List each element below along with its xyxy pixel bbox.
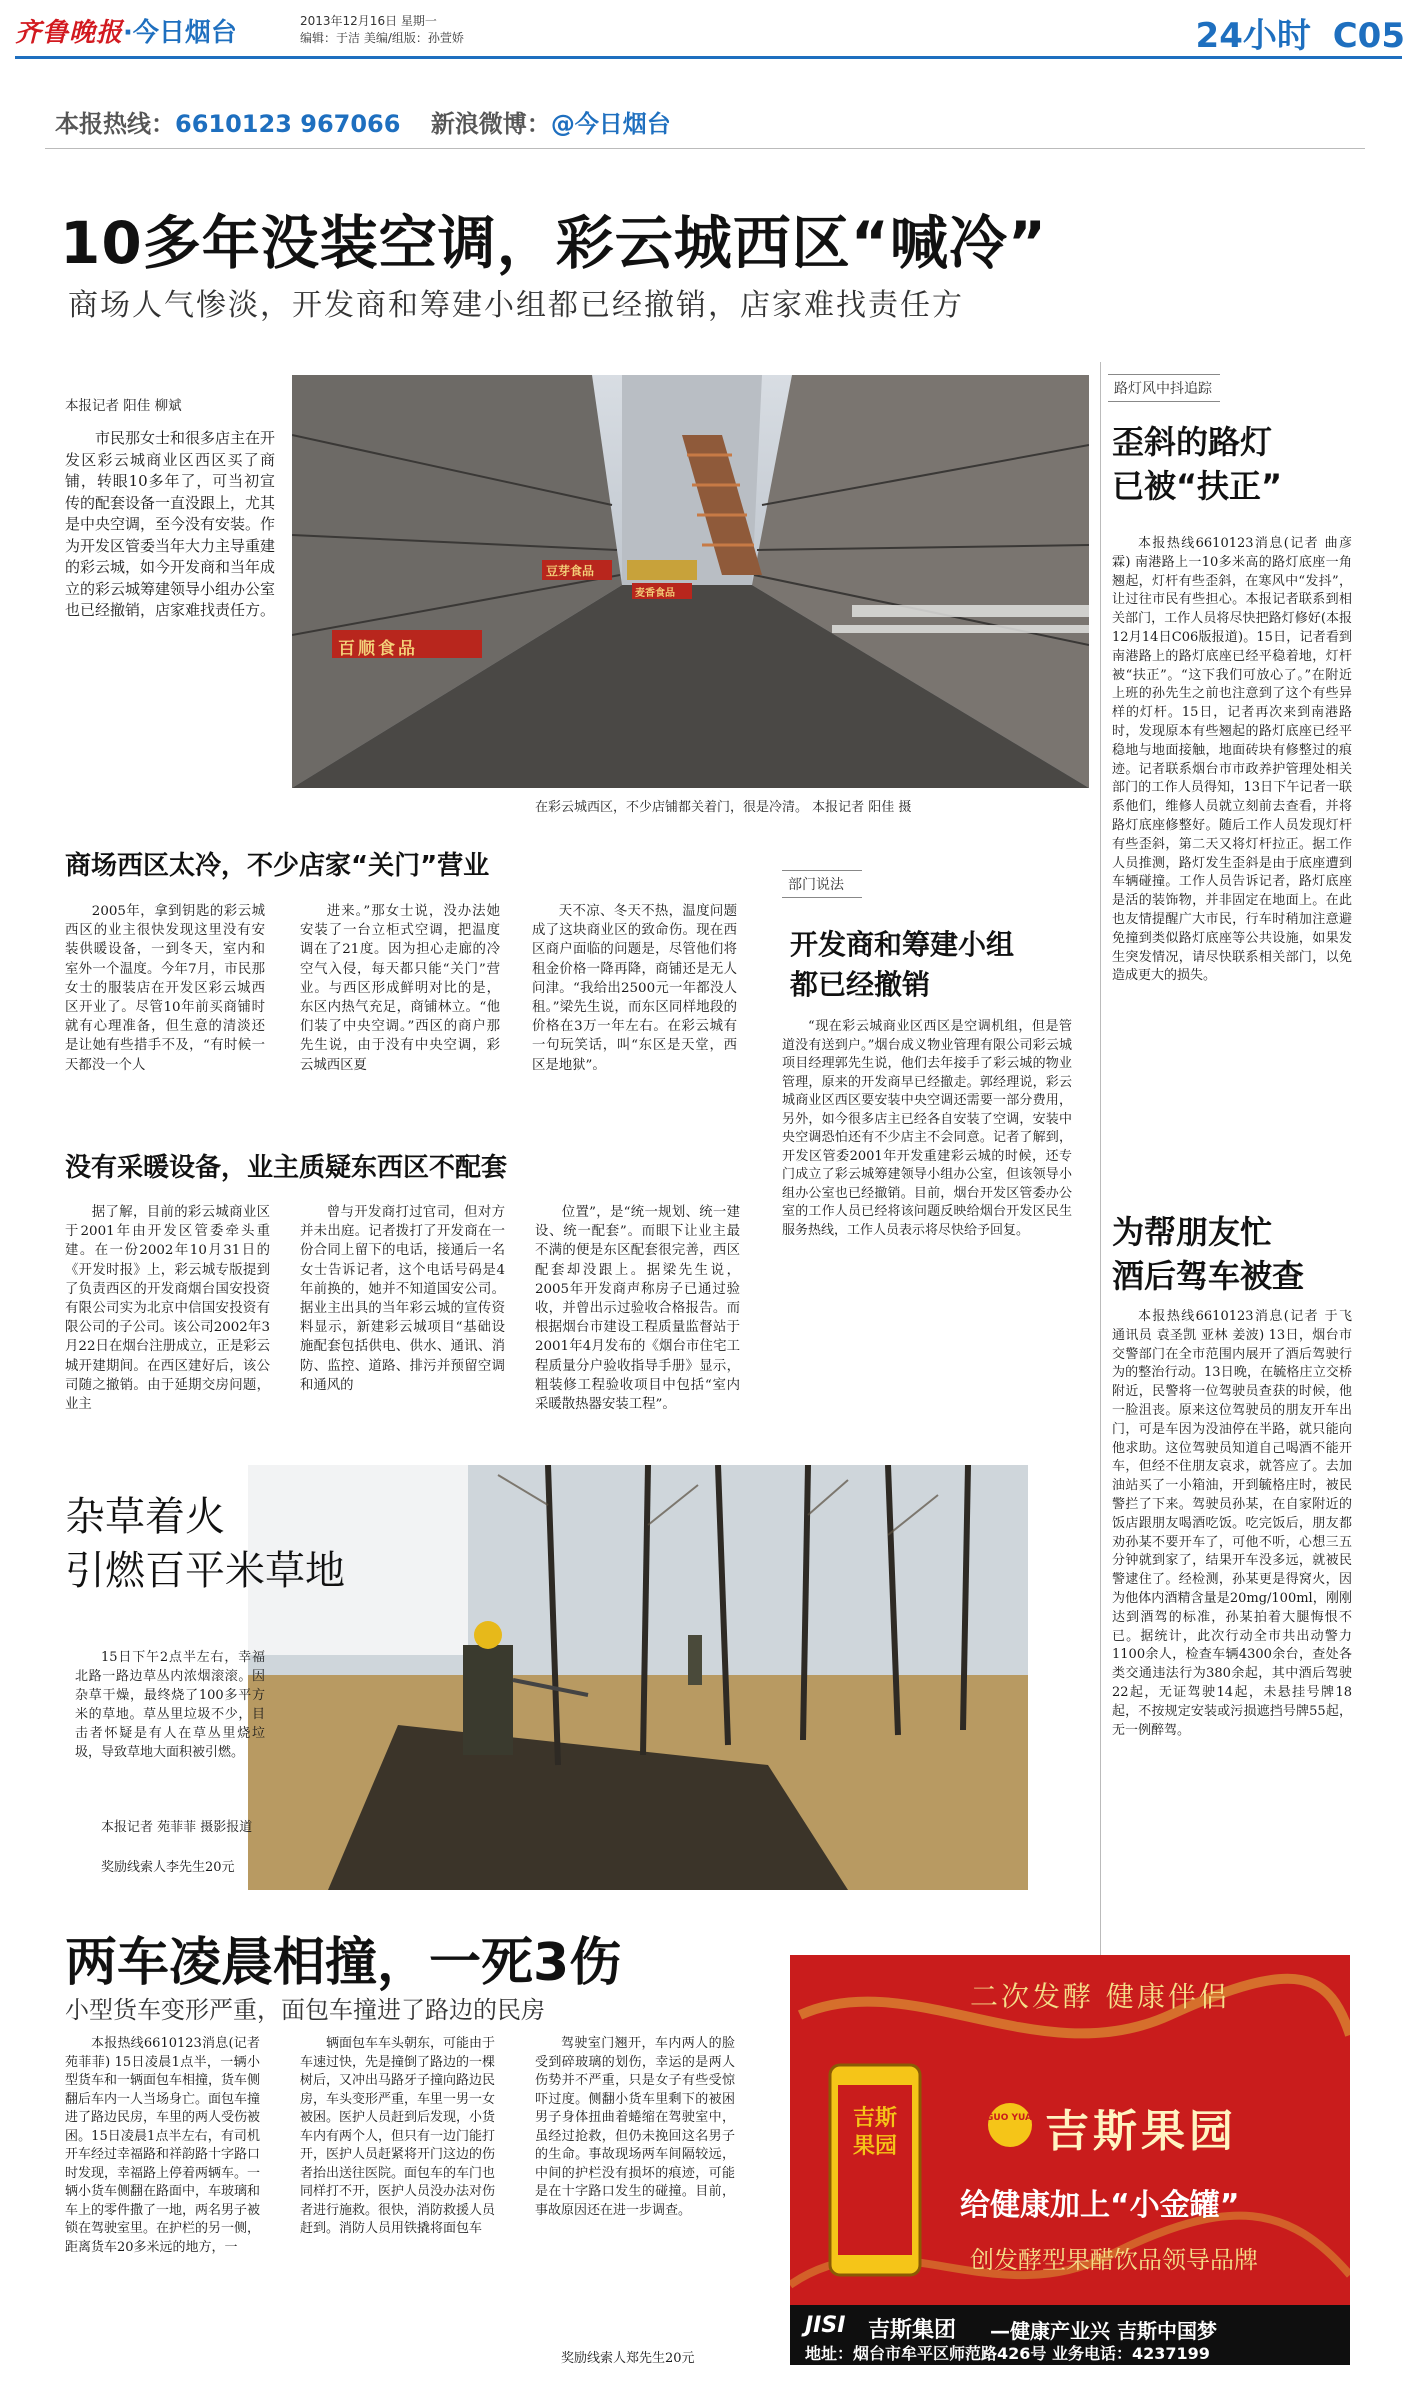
section1-col2: 进来。”那女士说，没办法她安装了一台立柜式空调，把温度调在了21度。因为担心走廊的冷空气入侵，每天都只能“关门”营业。与西区形成鲜明对比的是，东区内热气充足，商铺林立。“他们装了中央空调。”西区的商户那先生说，由于没有中央空调，彩云城西区夏 [300,904,500,1073]
dept-headline-line1: 开发商和筹建小组 [790,928,1015,961]
crash-reward: 奖励线索人郑先生20元 [561,2351,695,2366]
lead-subhead: 商场人气惨淡，开发商和筹建小组都已经撤销，店家难找责任方 [68,288,964,323]
dept-headline-line2: 都已经撤销 [790,968,931,1001]
hotline-rule [45,148,1365,149]
lead-headline: 10多年没装空调，彩云城西区“喊冷” [60,209,1047,277]
dept-body: “现在彩云城商业区西区是空调机组，但是管道没有送到户。”烟台成义物业管理有限公司彩云城项目经理郭先生说，他们去年接手了彩云城的物业管理，原来的开发商早已经撤走。郭经理说，彩云城商业区西区要安装中央空调还需要一部分费用，另外，如今很多店主已经各自安装了空调，安装中央空调恐怕还有不少店主不会同意。记者了解到，开发区管委2001年开发重建彩云城的时候，还专门成立了彩云城筹建领导小组办公室，但该领导小组办公室也已经撤销。目前，烟台开发区管委办公室的工作人员已经将该问题反映给烟台开发区民生服务热线，工作人员表示将尽快给予回复。 [782,1019,1072,1238]
ad-group-name: 吉斯集团 [868,2318,957,2343]
ad-brand: 吉斯果园 [1045,2106,1237,2157]
grass-fire-illustration [248,1465,1028,1890]
shop-sign-2: 豆芽食品 [546,564,595,578]
lamp-body: 本报热线6610123消息(记者 曲彦霖) 南港路上一10多米高的路灯底座一角翘起，灯杆有些歪斜，在寒风中“发抖”，让过往市民有些担心。本报记者联系到相关部门，工作人员将尽快把路灯修好(本报12月14日C06版报道)。15日，记者看到南港路上的路灯底座已经平稳着地，灯杆被“扶正”。“这下我们可放心了。”在附近上班的孙先生之前也注意到了这个有些异样的灯杆。15日，记者再次来到南港路时，发现原本有些翘起的路灯底座已经平稳地与地面接触，地面砖块有修整过的痕迹。记者联系烟台市市政养护管理处相关部门的工作人员得知，13日下午记者一联系他们，维修人员就立刻前去查看，并将路灯底座修整好。随后工作人员发现灯杆有些歪斜，第二天又将灯杆拉正。据工作人员推测，路灯发生歪斜是由于底座遭到车辆碰撞。工作人员告诉记者，路灯底座是活的装饰物，并非固定在地面上。在此也友情提醒广大市民，行车时稍加注意避免撞到类似路灯底座等公共设施，如果发生突发情况，请尽快联系相关部门，以免造成更大的损失。 [1112,536,1352,984]
ad-line3: 创发酵型果醋饮品领导品牌 [970,2246,1258,2274]
fire-headline-line1: 杂草着火 [65,1494,225,1540]
drunk-headline-line1: 为帮朋友忙 [1112,1213,1273,1251]
lamp-headline-line1: 歪斜的路灯 [1112,423,1273,461]
editor-line: 编辑：于洁 美编/组版：孙萱娇 [300,31,464,45]
fire-reward: 奖励线索人李先生20元 [101,1860,235,1875]
drunk-headline [1112,1210,1304,1298]
ad-address: 地址：烟台市牟平区师范路426号 业务电话：4237199 [805,2344,1210,2363]
hotline-label: 本报热线： [55,110,175,138]
ad-group-logo: JISI [805,2313,846,2338]
fire-body: 15日下午2点半左右，幸福北路一路边草丛内浓烟滚滚。因杂草干燥，最终烧了100多平方米的草地。草丛里垃圾不少，目击者怀疑是有人在草丛里烧垃圾，导致草地大面积被引燃。 [75,1650,265,1760]
ad-brand-pinyin: GUO YUAN [986,2113,1040,2123]
section1-title: 商场西区太冷，不少店家“关门”营业 [65,851,490,881]
advertisement[interactable] [790,1955,1350,2365]
crash-col1: 本报热线6610123消息(记者 苑菲菲) 15日凌晨1点半，一辆小型货车和一辆面包车相撞，货车侧翻后车内一人当场身亡。面包车撞进了路边民房，车里的两人受伤被困。15日凌晨1点半左右，有司机开车经过幸福路和祥韵路十字路口时发现，幸福路上停着两辆车。一辆小货车侧翻在路面中，车玻璃和车上的零件撒了一地，两名男子被锁在驾驶室里。在护栏的另一侧，距离货车20多米远的地方，一 [65,2036,260,2255]
ad-slogan: —健康产业兴 吉斯中国梦 [990,2319,1217,2343]
ad-can-label: 吉斯果园 [852,2106,897,2159]
page-section-label: 24小时 [1195,16,1311,56]
dept-headline [790,925,1014,1005]
section2-col1: 据了解，目前的彩云城商业区于2001年由开发区管委牵头重建。在一份2002年10月31日的《开发时报》上，彩云城专版提到了负责西区的开发商烟台国安投资有限公司实为北京中信国安投资有限公司的子公司。该公司2002年3月22日在烟台注册成立，正是彩云城开建期间。在西区建好后，该公司随之撤销。由于延期交房问题，业主 [65,1205,270,1413]
page-label [1196,8,1405,57]
lead-intro: 市民那女士和很多店主在开发区彩云城商业区西区买了商铺，转眼10多年了，可当初宣传的配套设备一直没跟上，尤其是中央空调，至今没有安装。作为开发区管委当年大力主导重建的彩云城，如今开发商和当年成立的彩云城筹建领导小组办公室也已经撤销，店家难找责任方。 [65,429,276,619]
crash-col2: 辆面包车车头朝东，可能由于车速过快，先是撞倒了路边的一棵树后，又冲出马路牙子撞向路边民房，车头变形严重，车里一男一女被困。医护人员赶到后发现，小货车内有两个人，但只有一边门能打开，医护人员赶紧将开门这边的伤者抬出送往医院。面包车的车门也同样打不开，医护人员没办法对伤者进行施救。很快，消防救援人员赶到。消防人员用铁撬将面包车 [300,2036,495,2236]
lamp-tag: 路灯风中抖追踪 [1108,374,1220,402]
date-line: 2013年12月16日 星期一 [300,14,437,28]
shop-sign-1: 百顺食品 [338,639,418,659]
fire-photo [248,1465,1028,1890]
masthead [15,12,237,49]
lead-byline: 本报记者 阳佳 柳斌 [65,398,182,414]
section1-col3: 天不凉、冬天不热，温度问题成了这块商业区的致命伤。现在西区商户面临的问题是，尽管他们将租金价格一降再降，商铺还是无人问津。“我给出2500元一年都没人租。”梁先生说，而东区同样地段的价格在3万一年左右。在彩云城有一句玩笑话，叫“东区是天堂，西区是地狱”。 [532,904,737,1073]
drunk-body: 本报热线6610123消息(记者 于飞 通讯员 袁圣凯 亚林 姜波) 13日，烟台市交警部门在全市范围内展开了酒后驾驶行为的整治行动。13日晚，在毓格庄立交桥附近，民警将一位驾驶员查获的时候，他一脸沮丧。原来这位驾驶员的朋友开车出门，可是车因为没油停在半路，就只能向他求助。这位驾驶员知道自己喝酒不能开车，但经不住朋友哀求，就答应了。去加油站买了一小箱油，开到毓格庄时，被民警拦了下来。驾驶员孙某，在自家附近的饭店跟朋友喝酒吃饭。吃完饭后，朋友都劝孙某不要开车了，可他不听，心想三五分钟就到家了，结果开车没多远，就被民警逮住了。经检测，孙某更是得窝火，因为他体内酒精含量是20mg/100ml，刚刚达到酒驾的标准，孙某拍着大腿悔恨不已。据统计，此次行动全市共出动警力1100余人，检查车辆4300余台，查处各类交通违法行为380余起，其中酒后驾驶22起，无证驾驶14起，未悬挂号牌18起，不按规定安装或污损遮挡号牌55起，无一例醉驾。 [1112,1309,1352,1738]
header-meta [300,13,464,47]
hotline-bar [55,104,671,139]
mall-interior-illustration [292,375,1089,788]
section1-col1: 2005年，拿到钥匙的彩云城西区的业主很快发现这里没有安装供暖设备，一到冬天，室内和室外一个温度。今年7月，市民那女士的服装店在开发区彩云城西区开业了。尽管10年前买商铺时就有心理准备，但生意的清淡还是让她有些措手不及，“有时候一天都没一个人 [65,904,265,1073]
header-rule [15,56,1402,59]
column-divider [1100,362,1101,2062]
lamp-headline [1112,420,1282,508]
dept-tag: 部门说法 [782,870,862,898]
crash-subhead: 小型货车变形严重，面包车撞进了路边的民房 [65,1996,545,2024]
masthead-section: ·今日烟台 [123,18,237,48]
fire-credit: 本报记者 苑菲菲 摄影报道 [101,1820,253,1835]
crash-headline: 两车凌晨相撞，一死3伤 [65,1933,622,1993]
masthead-title: 齐鲁晚报 [15,18,124,48]
drunk-headline-line2: 酒后驾车被查 [1112,1257,1305,1295]
section2-col3: 位置”，是“统一规划、统一建设、统一配套”。而眼下让业主最不满的便是东区配套很完善，西区配套却没跟上。据梁先生说，2005年开发商声称房子已通过验收，并曾出示过验收合格报告。而根据烟台市建设工程质量监督站于2001年4月发布的《烟台市住宅工程质量分户验收指导手册》显示，粗装修工程验收项目中包括“室内采暖散热器安装工程”。 [535,1205,740,1413]
ad-line2: 给健康加上“小金罐” [960,2188,1240,2223]
lead-photo-caption: 在彩云城西区，不少店铺都关着门，很是冷清。 本报记者 阳佳 摄 [535,800,912,815]
section2-title: 没有采暖设备，业主质疑东西区不配套 [65,1153,508,1183]
crash-col3: 驾驶室门翘开，车内两人的脸受到碎玻璃的划伤，幸运的是两人伤势并不严重，只是女子有些受惊吓过度。侧翻小货车里剩下的被困男子身体扭曲着蜷缩在驾驶室中，虽经过抢救，但仍未挽回这名男子的生命。事故现场两车间隔较远，中间的护栏没有损坏的痕迹，可能是在十字路口发生的碰撞。目前，事故原因还在进一步调查。 [535,2036,735,2218]
lead-photo [292,375,1089,788]
shop-sign-3: 麦香食品 [635,588,675,599]
weibo-label: 新浪微博： [430,110,551,138]
section2-col2: 曾与开发商打过官司，但对方并未出庭。记者拨打了开发商在一份合同上留下的电话，接通后一名女士告诉记者，这个电话号码是4年前换的，她并不知道国安公司。据业主出具的当年彩云城的宣传资料显示，新建彩云城项目“基础设施配套包括供电、供水、通讯、消防、监控、道路、排污并预留空调和通风的 [300,1205,505,1393]
fire-headline-line2: 引燃百平米草地 [65,1548,345,1594]
weibo-handle: @今日烟台 [550,110,671,138]
ad-line1: 二次发酵 健康伴侣 [970,1980,1230,2013]
fire-headline [65,1490,345,1598]
lamp-headline-line2: 已被“扶正” [1112,467,1283,505]
hotline-numbers: 6610123 967066 [175,110,401,138]
page-code: C05 [1332,16,1405,56]
